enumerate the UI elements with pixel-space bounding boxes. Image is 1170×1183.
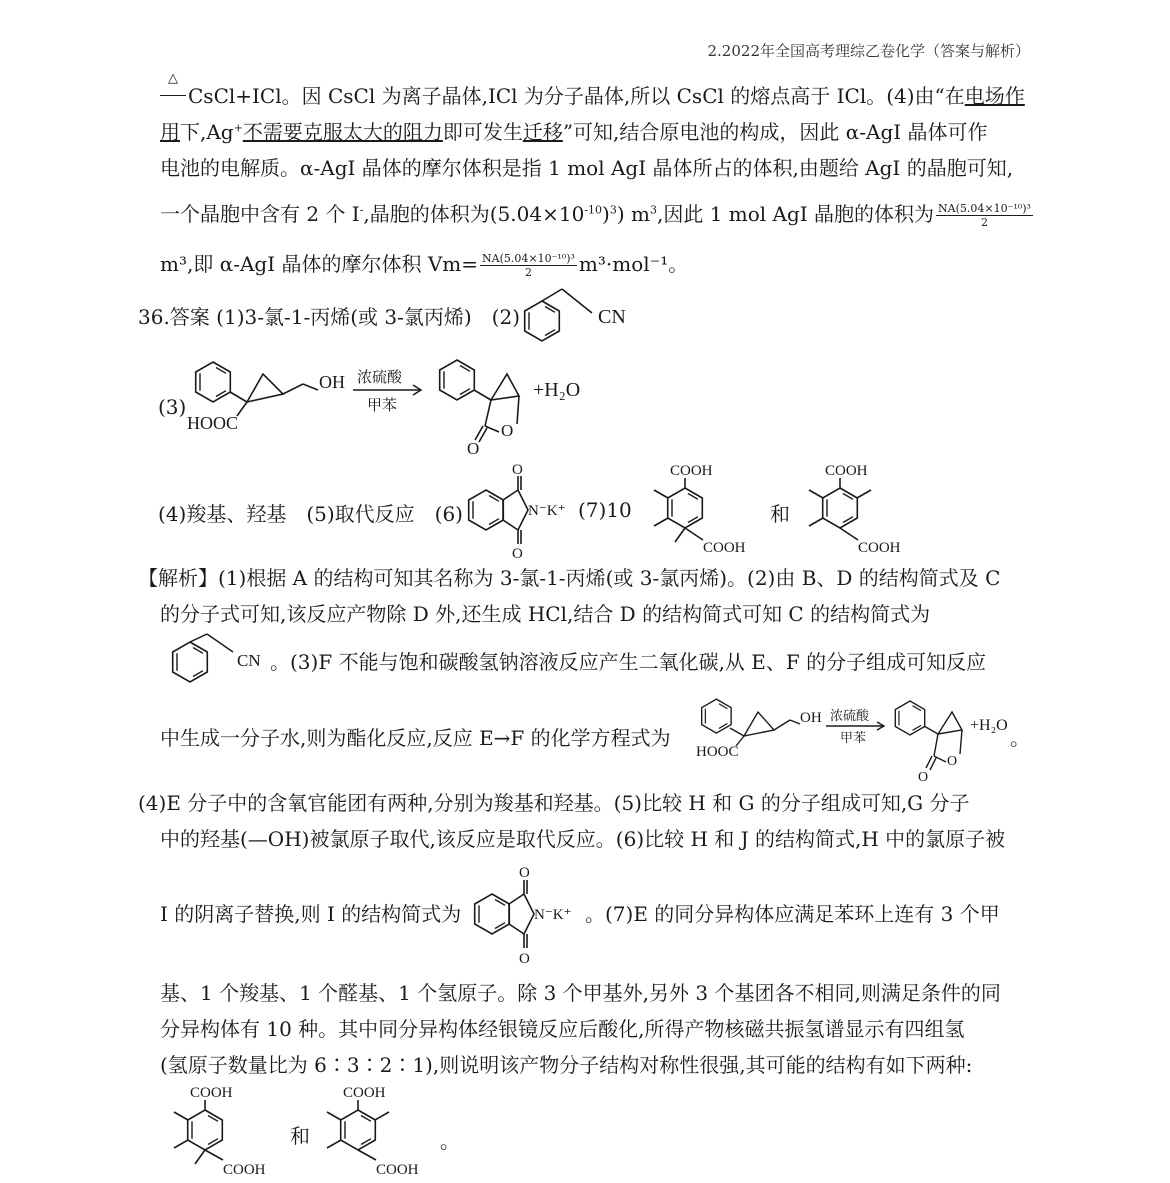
analysis-line-7-end: 。(7)E 的同分异构体应满足苯环上连有 3 个甲 <box>585 902 1000 926</box>
answer-q7: (7)10 <box>578 498 632 522</box>
analysis-line-10: (氢原子数量比为 6∶3∶2∶1),则说明该产物分子结构对称性很强,其可能的结构有如下两种: <box>160 1053 973 1077</box>
isomer-structure-3 <box>165 1080 285 1180</box>
underlined-electric-field: 电场作 <box>964 84 1025 108</box>
carbonyl-o-small: O <box>918 770 929 785</box>
hooc-label-small: HOOC <box>696 744 739 760</box>
benzyl-cyanide-structure-2 <box>165 630 275 690</box>
cooh-top-4: COOH <box>343 1085 386 1101</box>
potassium-phthalimide-structure <box>466 462 576 562</box>
analysis-line-4: 中生成一分子水,则为酯化反应,反应 E→F 的化学方程式为 <box>160 726 671 750</box>
cn-label-2: CN <box>237 651 261 670</box>
paragraph-line-4: 一个晶胞中含有 2 个 I-,晶胞的体积为$(5.04\times 10^{-10})^3$) $m^3$,因此 1 mol AgI 晶胞的体积为 $\frac{\text{NA(5.04×10⁻¹⁰)³}}{2}$ <box>160 202 1031 230</box>
isomer-structure-4 <box>318 1080 438 1180</box>
cooh-top: COOH <box>670 463 713 479</box>
analysis-line-7: I 的阴离子替换,则 I 的结构简式为 <box>160 902 462 926</box>
cooh-top-2: COOH <box>825 463 868 479</box>
paragraph-line-3: 电池的电解质。α-AgI 晶体的摩尔体积是指 1 mol AgI 晶体所占的体积,由题给 AgI 的晶胞可知, <box>160 156 1014 180</box>
and-label-2: 和 <box>290 1124 310 1148</box>
line-4-a: 一个晶胞中含有 2 个 I <box>160 202 360 227</box>
ring-o-label: O <box>501 421 514 440</box>
reaction-e-to-f <box>185 352 605 462</box>
line-5-b: m³·mol⁻¹。 <box>578 252 689 277</box>
o-bottom: O <box>512 546 523 562</box>
fraction-denominator: 2 <box>981 216 988 230</box>
line-4-b: ,晶胞的体积为(5.04×10 <box>363 202 585 227</box>
q3-label: (3) <box>158 395 187 419</box>
analysis-line-5: (4)E 分子中的含氧官能团有两种,分别为羧基和羟基。(5)比较 H 和 G 的分子组成可知,G 分子 <box>138 791 970 815</box>
cn-label: CN <box>598 306 626 328</box>
line-1-text: CsCl+ICl。因 CsCl 为离子晶体,ICl 为分子晶体,所以 CsCl 的熔点高于 ICl。(4)由“在 <box>188 84 965 108</box>
line-4-d: ,因此 1 mol AgI 晶胞的体积为 <box>656 202 935 227</box>
line-2-text: 即可发生 <box>442 120 523 144</box>
o-top-2: O <box>519 865 530 881</box>
water-product-small: +H₂O <box>970 717 1008 734</box>
analysis-line-3: 。(3)F 不能与饱和碳酸氢钠溶液反应产生二氧化碳,从 E、F 的分子组成可知反应 <box>270 650 987 674</box>
condition-conc-sulfuric: 浓硫酸 <box>357 370 403 386</box>
oh-label: OH <box>319 372 345 392</box>
potassium-phthalimide-structure-2 <box>470 862 590 972</box>
condition-toluene: 甲苯 <box>367 398 398 414</box>
fraction-numerator-2: NA(5.04×10⁻¹⁰)³ <box>482 252 575 265</box>
cooh-bottom-3: COOH <box>223 1162 266 1178</box>
nk-label: N⁻K⁺ <box>528 503 566 519</box>
ag-text: 下,Ag <box>180 120 234 144</box>
line-4-c: ) m <box>616 202 650 227</box>
isomer-structure-2 <box>800 458 920 563</box>
analysis-line-8: 基、1 个羧基、1 个醛基、1 个氢原子。除 3 个甲基外,另外 3 个基团各不相同,则满足条件的同 <box>160 981 1001 1005</box>
underlined-migration: 迁移 <box>522 120 563 144</box>
fraction-volume <box>936 202 1033 229</box>
benzyl-cyanide-structure <box>510 285 650 355</box>
water-product: +H₂O <box>533 379 581 401</box>
cooh-bottom-4: COOH <box>376 1162 419 1178</box>
condition-top-small: 浓硫酸 <box>830 708 870 723</box>
underlined-resistance: 不需要克服太大的阻力 <box>242 120 443 144</box>
line-5-a: m³,即 α-AgI 晶体的摩尔体积 Vm= <box>160 252 478 277</box>
paragraph-line-5 <box>160 252 688 279</box>
line-2-tail: ”可知,结合原电池的构成，因此 α-AgI 晶体可作 <box>562 120 988 144</box>
analysis-line-9: 分异构体有 10 种。其中同分异构体经银镜反应后酸化,所得产物核磁共振氢谱显示有四组氢 <box>160 1017 965 1041</box>
and-label-1: 和 <box>770 502 790 526</box>
oh-label-small: OH <box>800 710 822 726</box>
cooh-top-3: COOH <box>190 1085 233 1101</box>
cooh-bottom-2: COOH <box>858 540 901 556</box>
fraction-molar-volume <box>480 252 577 279</box>
o-bottom-2: O <box>519 951 530 967</box>
analysis-line-6: 中的羟基(—OH)被氯原子取代,该反应是取代反应。(6)比较 H 和 J 的结构简式,H 中的氯原子被 <box>160 827 1006 851</box>
condition-bottom-small: 甲苯 <box>840 730 867 745</box>
paragraph-line-2: 用下,Ag+不需要克服太大的阻力即可发生迁移”可知,结合原电池的构成，因此 α-AgI 晶体可作 <box>160 120 988 144</box>
analysis-line-2: 的分子式可知,该反应产物除 D 外,还生成 HCl,结合 D 的结构简式可知 C 的结构简式为 <box>160 602 931 626</box>
underlined-use: 用 <box>160 120 180 144</box>
answer-36-intro: 36.答案 (1)3-氯-1-丙烯(或 3-氯丙烯) (2) <box>138 305 520 329</box>
cooh-bottom: COOH <box>703 540 746 556</box>
fraction-denominator-2: 2 <box>524 266 532 280</box>
answer-q4-6: (4)羧基、羟基 (5)取代反应 (6) <box>158 502 463 526</box>
ring-o-small: O <box>947 754 958 769</box>
reaction-e-to-f-small <box>694 690 1024 785</box>
page-header: 2.2022年全国高考理综乙卷化学（答案与解析） <box>707 42 1030 60</box>
final-period: 。 <box>440 1129 460 1153</box>
nk-label-2: N⁻K⁺ <box>534 907 572 923</box>
fraction-numerator: NA(5.04×10⁻¹⁰)³ <box>938 202 1031 215</box>
paragraph-line-1 <box>160 71 1025 108</box>
analysis-line-1: 【解析】(1)根据 A 的结构可知其名称为 3-氯-1-丙烯(或 3-氯丙烯)。(2)由 B、D 的结构简式及 C <box>138 566 1001 590</box>
analysis-line-4-end: 。 <box>1010 726 1030 750</box>
heat-symbol: △ <box>168 71 178 86</box>
isomer-structure-1 <box>645 458 765 563</box>
carbonyl-o-label: O <box>467 439 480 458</box>
o-top: O <box>512 462 523 478</box>
hooc-label: HOOC <box>187 413 239 433</box>
